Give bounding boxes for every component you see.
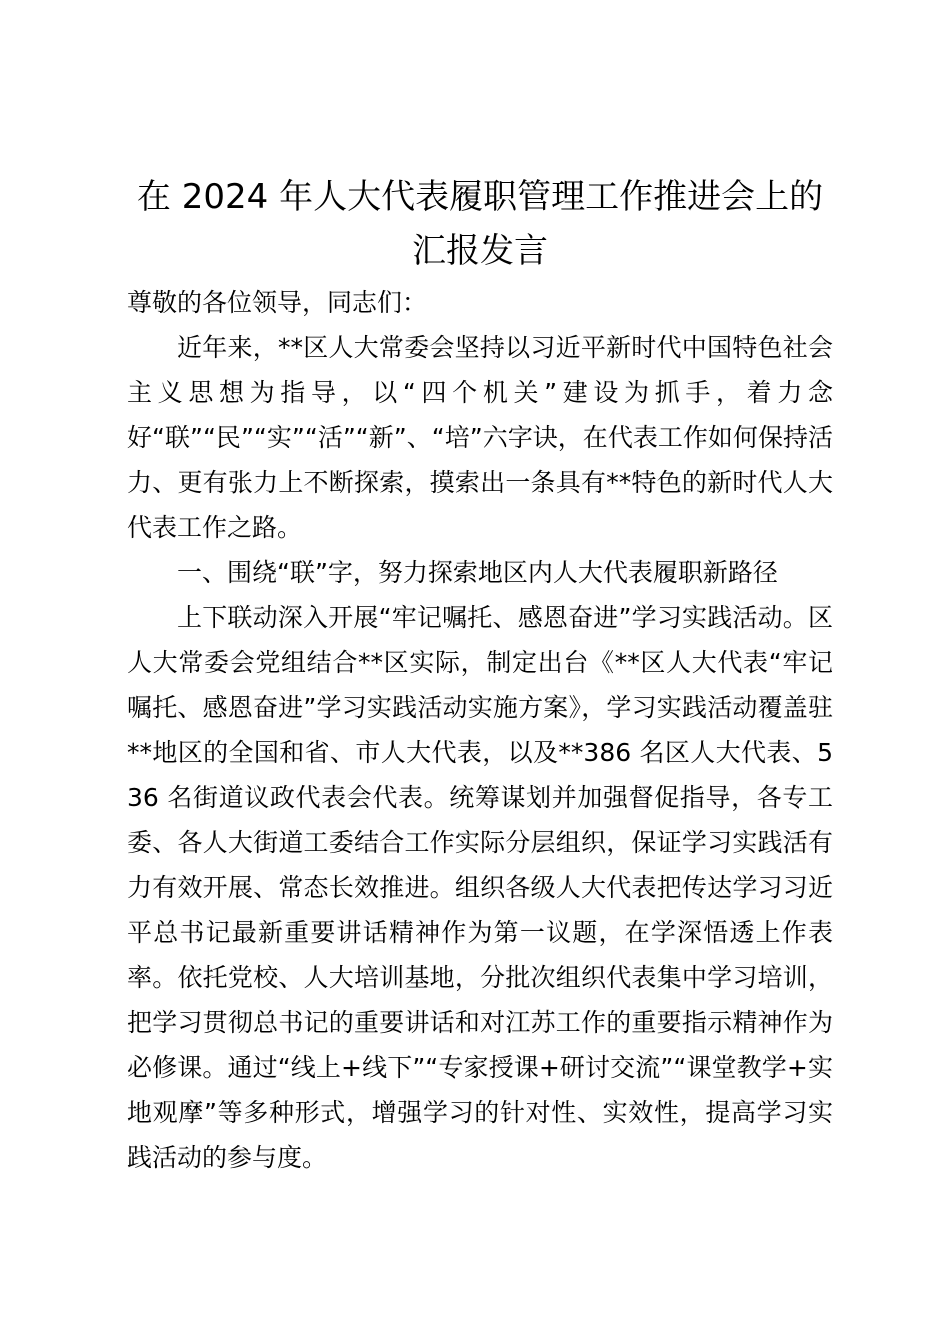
section-1-heading: 一、围绕“联”字，努力探索地区内人大代表履职新路径 <box>177 558 778 587</box>
title-line-2: 汇报发言 <box>412 231 548 271</box>
salutation: 尊敬的各位领导，同志们： <box>127 288 428 317</box>
title-line-1: 在 2024 年人大代表履职管理工作推进会上的 <box>136 177 824 217</box>
document-title <box>127 170 833 278</box>
document-page <box>127 170 833 1180</box>
intro-paragraph: 近年来，**区人大常委会坚持以习近平新时代中国特色社会主义思想为指导，以“四个机关”建设为抓手，着力念好“联”“民”“实”“活”“新”、“培”六字诀，在代表工作如何保持活力、更有张力上不断探索，摸索出一条具有**特色的新时代人大代表工作之路。 <box>127 333 833 542</box>
section-1-paragraph: 上下联动深入开展“牢记嘱托、感恩奋进”学习实践活动。区人大常委会党组结合**区实际，制定出台《**区人大代表“牢记嘱托、感恩奋进”学习实践活动实施方案》，学习实践活动覆盖驻**地区的全国和省、市人大代表，以及**386 名区人大代表、536 名街道议政代表会代表。统筹谋划并加强督促指导，各专工委、各人大街道工委结合工作实际分层组织，保证学习实践活有力有效开展、常态长效推进。组织各级人大代表把传达学习习近平总书记最新重要讲话精神作为第一议题，在学深悟透上作表率。依托党校、人大培训基地，分批次组织代表集中学习培训，把学习贯彻总书记的重要讲话和对江苏工作的重要指示精神作为必修课。通过“线上+线下”“专家授课+研讨交流”“课堂教学+实地观摩”等多种形式，增强学习的针对性、实效性，提高学习实践活动的参与度。 <box>127 603 833 1172</box>
